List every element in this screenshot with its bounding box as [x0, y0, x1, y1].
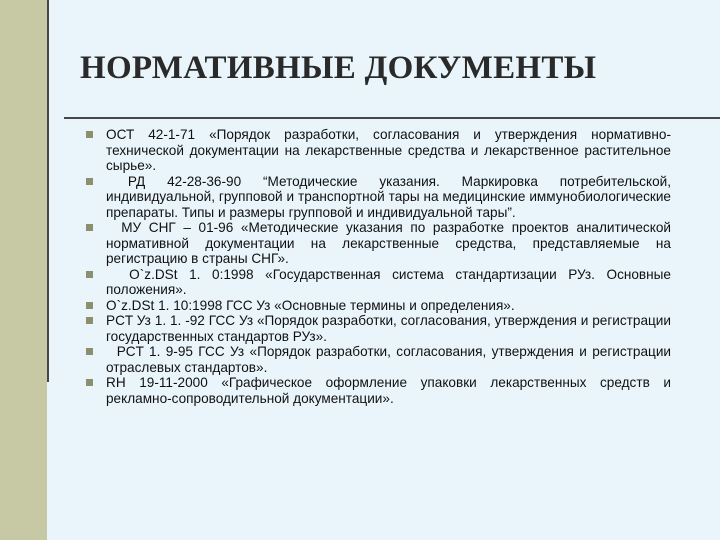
- decorative-side-bar: [0, 0, 47, 540]
- list-item: [88, 127, 675, 174]
- square-bullet-icon: [86, 348, 93, 355]
- square-bullet-icon: [86, 224, 93, 231]
- square-bullet-icon: [86, 131, 93, 138]
- square-bullet-icon: [86, 302, 93, 309]
- list-item: [88, 220, 675, 267]
- list-item-text: O`z.DSt 1. 0:1998 «Государственная система стандартизации РУз. Основные положения».: [106, 266, 675, 297]
- list-item-text: ОСТ 42-1-71 «Порядок разработки, согласования и утверждения нормативно-технической документации на лекарственные средства и лекарственное растительное сырье».: [106, 127, 675, 173]
- list-item: [88, 266, 675, 298]
- list-item-text: RH 19-11-2000 «Графическое оформление упаковки лекарственных средств и рекламно-сопроводительной документации».: [106, 375, 675, 406]
- list-item-text: PCT Уз 1. 1. -92 ГСС Уз «Порядок разработки, согласования, утверждения и регистрации государственных стандартов РУз».: [106, 313, 675, 344]
- list-item-text: МУ СНГ – 01-96 «Методические указания по разработке проектов аналитической нормативной документации на лекарственные средства, представляемые на регистрацию в страны СНГ».: [106, 220, 675, 266]
- list-item-text: РД 42-28-36-90 “Методические указания. Маркировка потребительской, индивидуальной, групповой и транспортной тары на медицинские иммунобиологические препараты. Типы и размеры групповой и индивидуальной тары”.: [106, 173, 675, 220]
- title-divider: [64, 117, 720, 119]
- list-item: [88, 298, 671, 314]
- list-item-text: PCT 1. 9-95 ГСС Уз «Порядок разработки, согласования, утверждения и регистрации отраслевых стандартов».: [106, 344, 675, 375]
- list-item: [88, 375, 675, 406]
- square-bullet-icon: [86, 271, 93, 278]
- list-item: [88, 313, 675, 344]
- list-item: [88, 344, 675, 375]
- decorative-vertical-rule: [47, 0, 49, 382]
- list-item: [88, 173, 675, 221]
- square-bullet-icon: [86, 178, 93, 185]
- square-bullet-icon: [86, 379, 93, 386]
- document-list: [88, 127, 675, 406]
- square-bullet-icon: [86, 317, 93, 324]
- list-item-text: O`z.DSt 1. 10:1998 ГСС Уз «Основные термины и определения».: [106, 297, 515, 313]
- slide-title: НОРМАТИВНЫЕ ДОКУМЕНТЫ: [80, 50, 597, 86]
